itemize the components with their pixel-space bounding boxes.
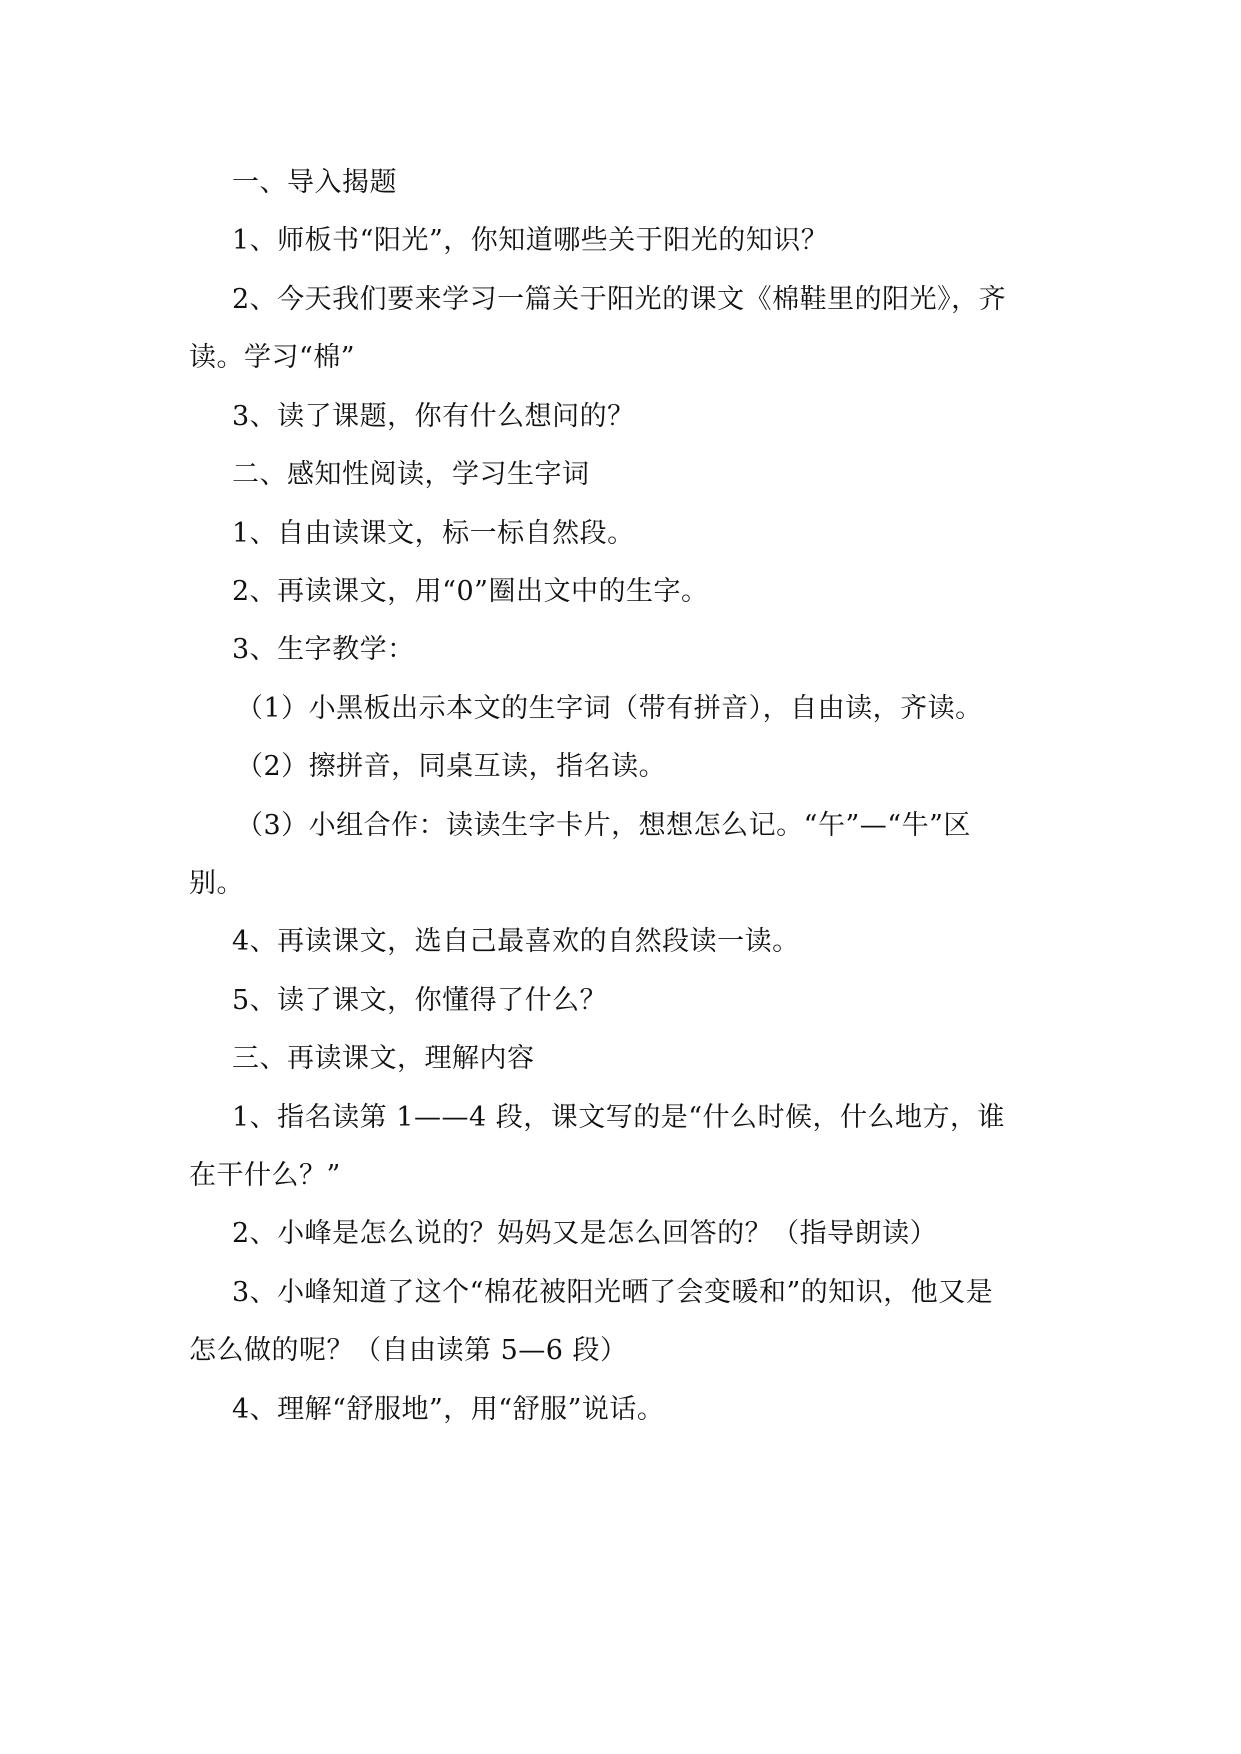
paragraph-continuation: 在干什么？” [189, 1160, 341, 1191]
heading-3: 三、再读课文，理解内容 [232, 1043, 535, 1074]
paragraph: 1、自由读课文，标一标自然段。 [232, 518, 635, 549]
paragraph: 2、今天我们要来学习一篇关于阳光的课文《棉鞋里的阳光》，齐 [232, 284, 1007, 315]
sub-paragraph: （2）擦拼音，同桌互读，指名读。 [236, 751, 667, 782]
paragraph: 2、小峰是怎么说的？妈妈又是怎么回答的？（指导朗读） [232, 1218, 938, 1249]
paragraph: 3、生字教学： [232, 634, 415, 665]
paragraph: 3、小峰知道了这个“棉花被阳光晒了会变暖和”的知识，他又是 [232, 1277, 994, 1308]
paragraph: 1、指名读第 1——4 段，课文写的是“什么时候，什么地方，谁 [232, 1102, 1006, 1133]
paragraph-continuation: 读。学习“棉” [189, 342, 356, 373]
paragraph: 1、师板书“阳光”，你知道哪些关于阳光的知识？ [232, 225, 829, 256]
sub-paragraph: （3）小组合作：读读生字卡片，想想怎么记。“午”—“牛”区 [236, 810, 971, 841]
paragraph: 5、读了课文，你懂得了什么？ [232, 985, 608, 1016]
heading-2: 二、感知性阅读，学习生字词 [232, 459, 590, 490]
paragraph-continuation: 别。 [189, 868, 244, 899]
paragraph: 4、再读课文，选自己最喜欢的自然段读一读。 [232, 926, 800, 957]
paragraph: 2、再读课文，用“0”圈出文中的生字。 [232, 576, 709, 607]
paragraph-continuation: 怎么做的呢？（自由读第 5—6 段） [189, 1335, 628, 1366]
paragraph: 3、读了课题，你有什么想问的？ [232, 401, 635, 432]
sub-paragraph: （1）小黑板出示本文的生字词（带有拼音），自由读，齐读。 [236, 693, 983, 724]
heading-1: 一、导入揭题 [232, 167, 397, 198]
paragraph: 4、理解“舒服地”，用“舒服”说话。 [232, 1394, 665, 1425]
